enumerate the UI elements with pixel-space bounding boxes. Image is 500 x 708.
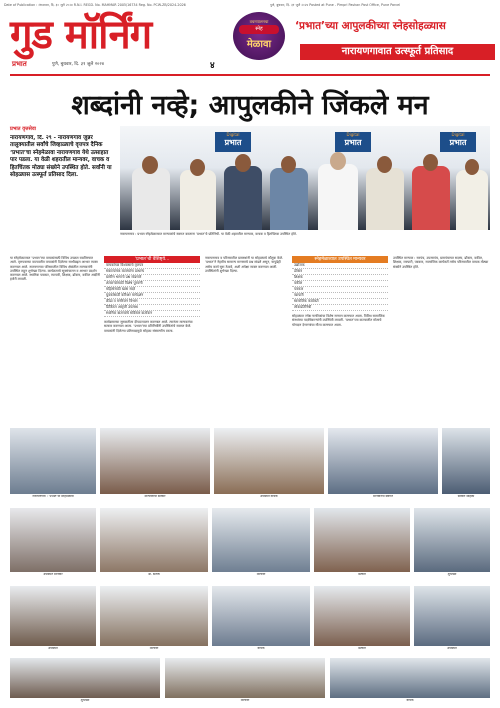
guests-box <box>292 256 388 442</box>
photo-person <box>224 166 262 230</box>
features-box-item: युवकांसाठी करिअर मार्गदर्शन <box>104 293 200 299</box>
guests-box-item: पत्रकार <box>292 287 388 293</box>
gallery-photo <box>10 428 96 494</box>
gallery-photo <box>100 428 210 494</box>
prabhat-mini-logo: प्रभात <box>12 60 27 68</box>
photo-banner-sub-2: Digital <box>346 132 360 137</box>
publication-info-bar <box>0 2 500 10</box>
gallery-caption: मान्यवर <box>240 699 250 702</box>
gallery-caption: उपस्थित वाचक <box>260 495 278 498</box>
gallery-photo <box>10 586 96 646</box>
gallery-caption: उपस्थित मान्यवर <box>43 573 63 576</box>
photo-banner-3 <box>440 132 476 152</box>
photo-person <box>412 166 450 230</box>
guests-box-title: स्नेहमेळाव्यात उपस्थित मान्यवर <box>292 256 388 263</box>
article-column-1 <box>10 256 100 442</box>
gallery-photo <box>100 586 208 646</box>
guests-box-item: उद्योजक <box>292 263 388 269</box>
publication-info-right: पुणे, बुधवार, दि. ३१ जुलै २०२४ Posted at Pune - Pimpri Pashan Post Office, Pune Parcel <box>270 3 401 7</box>
guests-box-item: व्यापारी <box>292 293 388 299</box>
gallery-photo <box>314 508 410 572</box>
photo-person <box>180 170 216 230</box>
guests-box-item: लोकप्रतिनिधी <box>292 305 388 311</box>
edition-date: पुणे, बुधवार, दि. ३१ जुलै २०२४ <box>52 62 105 67</box>
gallery-photo <box>212 586 310 646</box>
gallery-caption: सत्कार <box>358 647 366 650</box>
photo-person-head <box>465 159 479 175</box>
guests-box-item: शिक्षक <box>292 275 388 281</box>
column-3-text: नारायणगाव व परिसरातील ग्रामस्थांनी या सोहळ्याचे कौतुक केले. ‘प्रभात’ने नेहमीच सामान्य माणसाचे प्रश्न मांडले असून, यापुढेही असेच कार्य सुरू ठेवावे, अशी अपेक्षा व्यक्त करण्यात आली. उपस्थितांनी शुभेच्छा दिल्या. <box>205 256 284 273</box>
gallery-caption: मान्यवर <box>149 647 159 650</box>
article-column-5 <box>393 256 490 442</box>
badge-line3: मेळावा <box>246 39 272 50</box>
photo-person-head <box>423 154 438 171</box>
gallery-photo <box>314 586 410 646</box>
guests-box-item: वकील <box>292 281 388 287</box>
photo-person <box>270 168 308 230</box>
gallery-photo <box>414 586 490 646</box>
features-box-item: सकारात्मक बातम्यांना प्राधान्य <box>104 269 200 275</box>
masthead-logo: गुड मॉर्निंग <box>10 11 152 58</box>
features-box-title: ‘प्रभात’ची वैशिष्ट्ये... <box>104 256 200 263</box>
gallery-caption: वाचक <box>257 647 265 650</box>
gallery-caption: मान्यवर <box>256 573 266 576</box>
photo-banner-text-1: प्रभात <box>224 138 242 147</box>
photo-person <box>132 168 170 230</box>
guests-box-item: डॉक्टर <box>292 269 388 275</box>
gallery-caption: मान्यवरांचे स्वागत <box>373 495 393 498</box>
gallery-caption: सत्कार सोहळा <box>457 495 475 498</box>
features-box-item: डिजिटल आवृत्ती उपलब्ध <box>104 305 200 311</box>
gallery-caption: शुभेच्छा <box>447 573 457 576</box>
features-box <box>104 256 200 442</box>
gallery-photo <box>10 508 96 572</box>
gallery-caption: वाचक <box>406 699 414 702</box>
photo-banner-text-2: प्रभात <box>344 138 362 147</box>
column-4-text: सोहळ्यात ज्येष्ठ नागरिकांचा विशेष सन्मान करण्यात आला. विविध सामाजिक संस्थांच्या पदाधिकाऱ्यांनी उपस्थिती लावली. ‘प्रभात’च्या वाटचालीत मोलाचे योगदान देणाऱ्यांचा गौरव करण्यात आला. <box>292 314 385 327</box>
photo-person-head <box>142 156 158 174</box>
gallery-photo <box>10 658 160 698</box>
column-2-text: कार्यक्रमाच्या सुरुवातीला दीपप्रज्वलन करण्यात आले. त्यानंतर मान्यवरांचा सत्कार करण्यात आला. ‘प्रभात’च्या प्रतिनिधींनी उपस्थितांचे स्वागत केले. वाचकांनी दिलेल्या प्रतिसादामुळे सोहळा संस्मरणीय ठरला. <box>104 320 193 333</box>
masthead-divider <box>10 74 490 76</box>
column-5-text: उपस्थित मान्यवर : सरपंच, उपसरपंच, ग्रामपंचायत सदस्य, डॉक्टर, वकील, शिक्षक, व्यापारी, पत्रकार, सामाजिक कार्यकर्ते तसेच परिसरातील वाचक मोठ्या संख्येने उपस्थित होते. <box>393 256 489 269</box>
gallery-photo <box>442 428 490 494</box>
masthead <box>10 12 490 70</box>
gallery-photo <box>165 658 325 698</box>
gallery-caption: उपस्थित <box>48 647 58 650</box>
features-box-item: शेतकऱ्यांसाठी विशेष पुरवणी <box>104 281 200 287</box>
gallery-caption: सत्कार <box>358 573 366 576</box>
gallery-photo <box>414 508 490 572</box>
photo-person-head <box>235 154 251 172</box>
features-box-item: स्थानिक बातम्यांचे सविस्तर वार्तांकन <box>104 311 200 317</box>
photo-person <box>318 164 358 230</box>
badge-line2: स्नेह <box>239 25 279 34</box>
gallery-caption: मान्यवरांचा सत्कार <box>144 495 166 498</box>
gallery-caption: डॉ. संतोष <box>148 573 160 576</box>
gallery-caption: शुभेच्छा <box>80 699 90 702</box>
photo-person <box>366 168 404 230</box>
gallery-caption: नारायणगाव : ‘प्रभात’चा स्नेहमेळावा <box>32 495 74 498</box>
masthead-headline-line1: ‘प्रभात’च्या आपुलकीच्या स्नेहसोहळ्यास <box>295 20 446 32</box>
photo-banner-sub-1: Digital <box>226 132 240 137</box>
photo-banner-text-3: प्रभात <box>449 138 467 147</box>
main-headline: शब्दांनी नव्हे; आपुलकीने जिंकले मन <box>71 90 429 121</box>
article-column-3 <box>205 256 287 442</box>
gallery-photo <box>330 658 490 698</box>
sneh-melava-badge <box>233 12 285 60</box>
features-box-item: महिलांसाठी खास सदरे <box>104 287 200 293</box>
photo-person-head <box>190 159 205 176</box>
gallery-photo <box>100 508 208 572</box>
gallery-photo <box>328 428 438 494</box>
photo-person-head <box>377 156 392 173</box>
dateline: प्रभात वृत्तसेवा <box>10 126 36 132</box>
main-photo <box>120 126 490 230</box>
masthead-subline <box>12 60 222 70</box>
badge-line1: वचनपालनचा <box>249 19 269 24</box>
features-box-item: ग्रामीण भागाचे प्रश्न मांडणारे <box>104 275 200 281</box>
photo-person-head <box>281 156 296 173</box>
photo-person <box>456 170 488 230</box>
photo-banner-sub-3: Digital <box>451 132 465 137</box>
gallery-photo <box>212 508 310 572</box>
photo-person-head <box>330 152 346 170</box>
gallery-photo <box>214 428 324 494</box>
masthead-headline-line2: नारायणगावात उत्स्फूर्त प्रतिसाद <box>300 44 495 60</box>
column-1-text: या स्नेहमेळाव्यात ‘प्रभात’च्या वाचकांसाठी विविध उपक्रम राबविण्यात आले. वृत्तपत्राच्या वाटचालीत वाचकांनी दिलेल्या साथीबद्दल आभार व्यक्त करण्यात आले. नारायणगाव परिसरातील विविध क्षेत्रांतील मान्यवरांनी उपस्थित राहून शुभेच्छा दिल्या. कार्यक्रमाचे सूत्रसंचालन व आभार प्रदर्शन करण्यात आले. स्थानिक पत्रकार, व्यापारी, शिक्षक, डॉक्टर, वकील आदींनी हजेरी लावली. <box>10 256 100 282</box>
photo-banner-2 <box>335 132 371 152</box>
features-box-item: क्रीडा व मनोरंजन विभाग <box>104 299 200 305</box>
gallery-caption: उपस्थित <box>447 647 457 650</box>
guests-box-item: सामाजिक कार्यकर्ते <box>292 299 388 305</box>
features-box-item: वाचकांच्या विश्वासाचे वृत्तपत्र <box>104 263 200 269</box>
intro-paragraph: नारायणगाव, दि. २९ - नारायणगाव जुन्नर तालुक्यातील सर्वांचे जिव्हाळ्याचे वृत्तपत्र दैनिक ‘प्रभात’चा स्नेहमेळावा नारायणगाव येथे उत्साहात पार पडला. या वेळी शहरातील मान्यवर, वाचक व हितचिंतक मोठ्या संख्येने उपस्थित होते. सर्वांनी या सोहळ्यास उत्स्फूर्त प्रतिसाद दिला. <box>10 135 112 179</box>
page-number: ४ <box>210 61 215 71</box>
publication-info-left: Date of Publication : मंगळवार, दि. ३० जुलै २०२४ R.N.I. REGD. No. MAHMAR 2005/16734 Reg. No. PCW-ZB/2024-2026 <box>4 3 186 7</box>
main-photo-caption: नारायणगाव : प्रभात स्नेहमेळाव्यात मान्यवरांचे स्वागत करताना ‘प्रभात’चे प्रतिनिधी. या वेळी शहरातील मान्यवर, वाचक व हितचिंतक उपस्थित होते. <box>120 232 297 236</box>
photo-banner-1 <box>215 132 251 152</box>
